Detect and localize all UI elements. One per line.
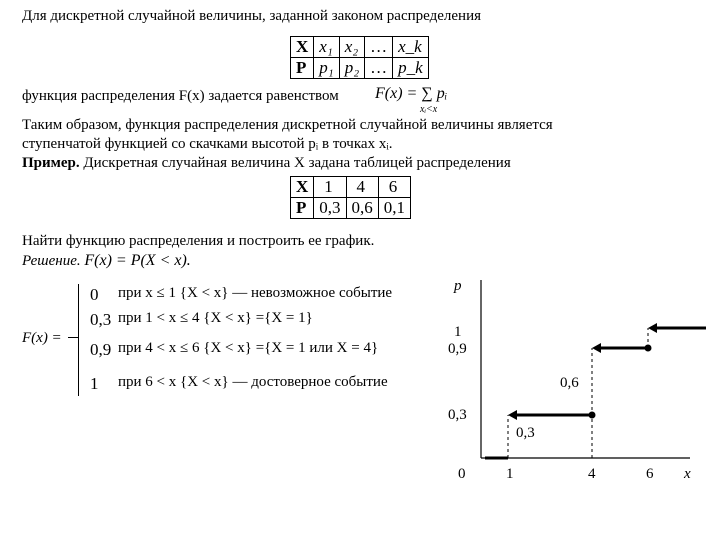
table1-p-cell: p_k — [393, 58, 429, 79]
table1-x-cell: x₁ — [314, 37, 339, 58]
intro-line: Для дискретной случайной величины, заданной законом распределения — [22, 8, 481, 24]
case-value: 0,3 — [90, 310, 112, 329]
piecewise-brace-tip — [68, 337, 78, 338]
table1-x-cell: x_k — [393, 37, 429, 58]
example-label: Пример. — [22, 155, 80, 171]
piecewise-lhs: F(x) = — [22, 330, 62, 346]
table1-p-cell: … — [365, 58, 393, 79]
cdf-formula: F(x) = ∑ pᵢ — [375, 85, 448, 102]
example-text: Дискретная случайная величина X задана таблицей распределения — [79, 155, 511, 171]
cdf-definition-line: функция распределения F(x) задается равенством — [22, 88, 339, 104]
table1-p-cell: p₁ — [314, 58, 339, 79]
origin-label: 0 — [458, 466, 466, 482]
x-tick-label: 1 — [506, 466, 514, 482]
y-tick-label: 1 — [454, 324, 462, 340]
step-segment-2 — [592, 343, 652, 353]
case-value: 0,9 — [90, 340, 112, 359]
case-condition: при 6 < x {X < x} — достоверное событие — [118, 374, 388, 390]
cdf-formula-subscript: xᵢ<x — [420, 104, 438, 115]
table2-p-cell: 0,3 — [314, 198, 346, 219]
solution-formula: F(x) = P(X < x). — [84, 252, 191, 269]
table1-p-cell: p₂ — [339, 58, 364, 79]
x-axis-label: x — [684, 466, 691, 482]
y-tick-label: 0,6 — [560, 375, 579, 391]
distribution-table-example — [290, 176, 411, 219]
cdf-graph — [440, 270, 710, 490]
table2-x-cell: 6 — [378, 177, 410, 198]
table2-x-cell: 4 — [346, 177, 378, 198]
x-tick-label: 6 — [646, 466, 654, 482]
task-line: Найти функцию распределения и построить ее график. — [22, 233, 375, 249]
y-axis-label: p — [454, 278, 462, 294]
case-condition: при x ≤ 1 {X < x} — невозможное событие — [118, 285, 393, 301]
table1-header-p: P — [291, 58, 314, 79]
jump-label: 0,3 — [516, 425, 535, 441]
paragraph-line-2: ступенчатой функцией со скачками высотой pᵢ в точках xᵢ. — [22, 136, 393, 152]
case-value: 1 — [90, 374, 99, 393]
table2-p-cell: 0,1 — [378, 198, 410, 219]
case-condition: при 4 < x ≤ 6 {X < x} ={X = 1 или X = 4} — [118, 340, 379, 356]
table2-header-p: P — [291, 198, 314, 219]
table2-x-cell: 1 — [314, 177, 346, 198]
table1-x-cell: … — [365, 37, 393, 58]
paragraph-line-1: Таким образом, функция распределения дискретной случайной величины является — [22, 117, 553, 133]
step-segment-3 — [648, 323, 706, 333]
y-tick-label: 0,3 — [448, 407, 467, 423]
solution-label: Решение. — [22, 253, 81, 269]
table2-header-x: X — [291, 177, 314, 198]
distribution-table-general — [290, 36, 429, 79]
example-line — [22, 155, 511, 172]
piecewise-brace — [78, 284, 79, 396]
x-tick-label: 4 — [588, 466, 596, 482]
solution-line — [22, 252, 191, 270]
y-tick-label: 0,9 — [448, 341, 467, 357]
table1-x-cell: x₂ — [339, 37, 364, 58]
table1-header-x: X — [291, 37, 314, 58]
step-segment-1 — [508, 410, 596, 420]
table2-p-cell: 0,6 — [346, 198, 378, 219]
case-value: 0 — [90, 285, 99, 304]
case-condition: при 1 < x ≤ 4 {X < x} ={X = 1} — [118, 310, 313, 326]
